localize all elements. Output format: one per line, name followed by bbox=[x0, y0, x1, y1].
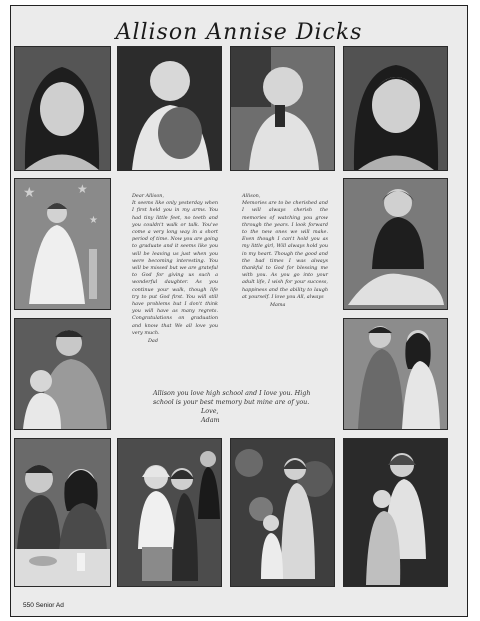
photo-senior-portrait-2 bbox=[343, 46, 448, 171]
note-adam-closing: Love, bbox=[201, 407, 219, 415]
letter-mom-salutation: Allison, bbox=[242, 193, 261, 199]
photo-senior-sitting bbox=[343, 178, 448, 310]
photo-friends-formal bbox=[117, 438, 222, 587]
photo-baby-with-cup bbox=[230, 46, 335, 171]
letter-dad-signature: Dad bbox=[148, 338, 158, 345]
note-adam-body: Allison you love high school and I love you. High school is your best memory but mine are of you. bbox=[153, 389, 311, 406]
photo-couple-standing bbox=[343, 318, 448, 430]
svg-text:★: ★ bbox=[89, 215, 98, 226]
letter-from-dad bbox=[132, 193, 218, 345]
photo-couple-at-dinner bbox=[14, 438, 111, 587]
page-number: 550 bbox=[23, 602, 34, 609]
photo-toddler-with-pillow bbox=[117, 46, 222, 171]
photo-child-hugging bbox=[343, 438, 448, 587]
letter-dad-salutation: Dear Allison, bbox=[132, 193, 165, 199]
note-adam-signature: Adam bbox=[201, 416, 220, 424]
letter-mom-signature: Mama bbox=[270, 302, 286, 309]
svg-text:★: ★ bbox=[23, 185, 36, 201]
letter-mom-body: Memories are to be cherished and I will always cherish the memories of watching you grow through the years. I look forward to the new ones we will make. Even though I can't hold you as my little girl, Will always hold you in my heart. Though the good and the bad times I was always thankful to God for blessing me with you. As you go into your adult life, I wish for your success, happiness and the ability to laugh at yourself. I love you All, always bbox=[242, 200, 328, 300]
letter-dad-body: It seems like only yesterday when I first held you in my arms. You had tiny little feet, no teeth and you couldn't walk or talk. You've come a very long way in a short period of time. Now you are going to graduate and it seems like you will be leaving us just when you were becoming interesting. You will be missed but we are grateful to God for giving us such a wonderful daughter. As you continue your walk, though life try to put God first. You will still have problems but I don't think you will have as many regrets. Congratulations on graduation and know that We all love you very much. bbox=[132, 200, 218, 336]
page-title: Allison Annise Dicks bbox=[115, 20, 363, 45]
photo-senior-portrait-1 bbox=[14, 46, 111, 171]
photo-pageant-child bbox=[14, 178, 111, 310]
yearbook-page bbox=[10, 5, 468, 617]
section-label: Senior Ad bbox=[35, 602, 64, 609]
page-footer bbox=[23, 602, 64, 609]
note-from-adam bbox=[153, 389, 323, 425]
svg-text:★: ★ bbox=[77, 182, 88, 196]
photo-mother-and-daughter-garden bbox=[230, 438, 335, 587]
photo-father-with-baby bbox=[14, 318, 111, 430]
letter-from-mom bbox=[242, 193, 328, 309]
